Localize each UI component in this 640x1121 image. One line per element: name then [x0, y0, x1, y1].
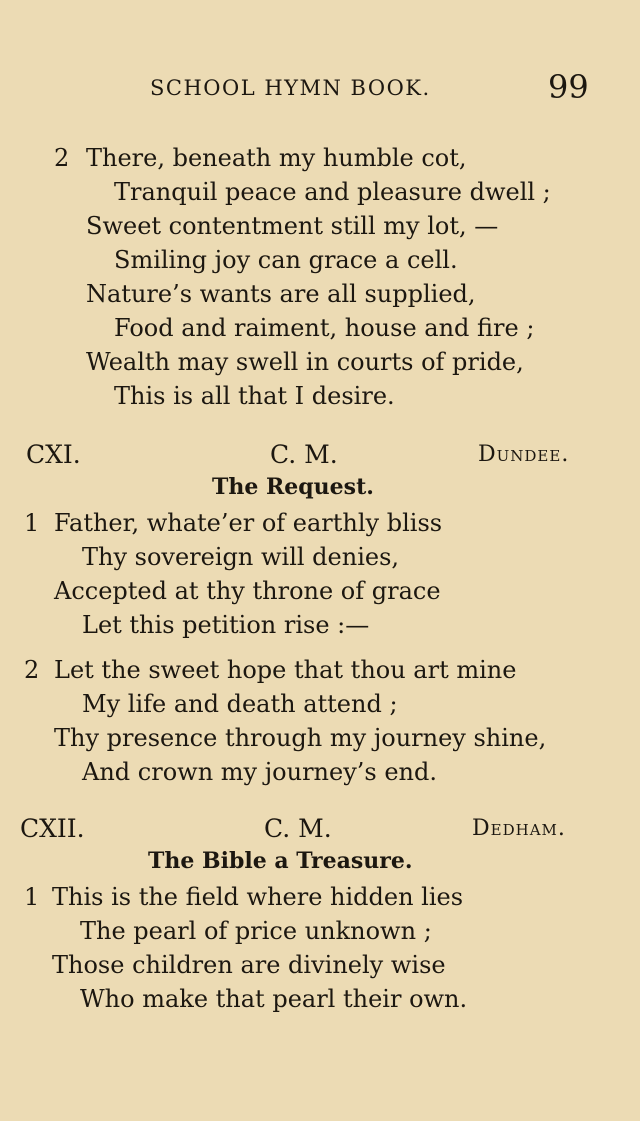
hymn-numeral: CXI.: [26, 440, 81, 469]
verse-line: Thy sovereign will denies,: [82, 543, 400, 571]
verse-line: Smiling joy can grace a cell.: [114, 246, 458, 274]
verse-line: Tranquil peace and pleasure dwell ;: [114, 178, 551, 206]
verse-line: Food and raiment, house and fire ;: [114, 314, 535, 342]
verse-line: Thy presence through my journey shine,: [54, 724, 547, 752]
hymn-tune: Dedham.: [472, 816, 566, 841]
verse-number: 1: [24, 509, 40, 537]
verse-line: Accepted at thy throne of grace: [54, 577, 441, 605]
verse-line: Let this petition rise :—: [82, 611, 370, 639]
verse-number: 2: [54, 144, 70, 172]
verse-line: This is the field where hidden lies: [52, 883, 464, 911]
hymn-meter: C. M.: [270, 440, 338, 469]
verse-line: And crown my journey’s end.: [82, 758, 437, 786]
verse-number: 1: [24, 883, 40, 911]
hymn-meter: C. M.: [264, 814, 332, 843]
verse-line: Let the sweet hope that thou art mine: [54, 656, 517, 684]
verse-line: There, beneath my humble cot,: [86, 144, 467, 172]
verse-number: 2: [24, 656, 40, 684]
verse-line: Those children are divinely wise: [52, 951, 446, 979]
running-header: SCHOOL HYMN BOOK.: [150, 76, 431, 100]
verse-line: Father, whate’er of earthly bliss: [54, 509, 443, 537]
verse-line: This is all that I desire.: [114, 382, 395, 410]
verse-line: Who make that pearl their own.: [80, 985, 468, 1013]
verse-line: My life and death attend ;: [82, 690, 398, 718]
verse-line: Sweet contentment still my lot, —: [86, 212, 499, 240]
hymn-title: The Bible a Treasure.: [148, 848, 413, 874]
hymn-numeral: CXII.: [20, 814, 85, 843]
verse-line: The pearl of price unknown ;: [80, 917, 432, 945]
page-number: 99: [548, 68, 589, 106]
verse-line: Nature’s wants are all supplied,: [86, 280, 476, 308]
verse-line: Wealth may swell in courts of pride,: [86, 348, 524, 376]
hymn-tune: Dundee.: [478, 442, 570, 467]
hymn-title: The Request.: [212, 474, 374, 500]
